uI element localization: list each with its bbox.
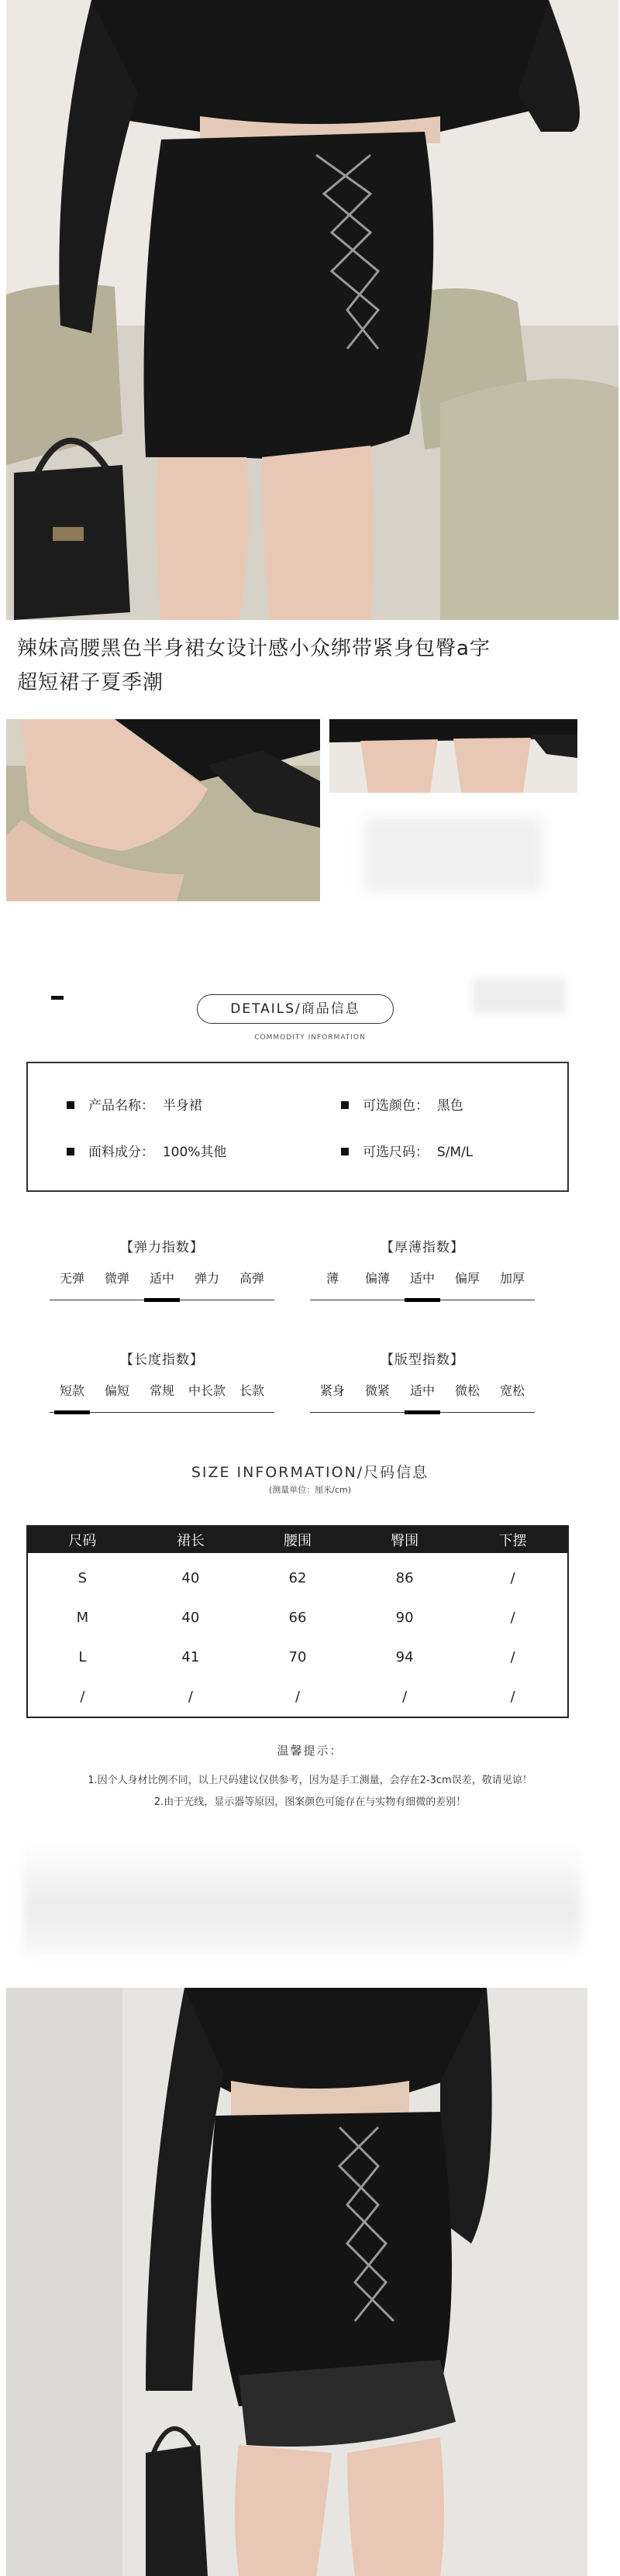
index-scale-thickness [310, 1269, 535, 1300]
product-title-line2: 超短裙子夏季潮 [17, 671, 164, 694]
info-item-fabric: 面料成分： 100%其他 [67, 1141, 226, 1160]
index-selected-marker [405, 1410, 440, 1414]
index-selected-marker [405, 1298, 440, 1302]
index-option: 微松 [454, 1383, 480, 1398]
table-row [27, 1598, 568, 1638]
table-cell: 41 [181, 1649, 200, 1665]
header-hem: 下摆 [458, 1526, 568, 1553]
size-table-header [27, 1526, 568, 1553]
table-cell: M [76, 1610, 89, 1626]
table-cell: 40 [181, 1610, 200, 1626]
index-option: 薄 [326, 1271, 339, 1286]
index-option: 紧身 [319, 1383, 345, 1398]
index-option: 无弹 [59, 1271, 84, 1286]
product-title [17, 632, 606, 700]
bottom-product-photo [6, 1988, 587, 2576]
index-option: 偏厚 [454, 1271, 480, 1286]
detail-photo-right [329, 719, 577, 793]
index-option: 适中 [409, 1271, 435, 1286]
index-option: 长款 [239, 1383, 264, 1398]
index-title-fit: 【版型指数】 [381, 1352, 464, 1368]
index-scale-length [50, 1381, 274, 1413]
index-scale-fit [310, 1381, 535, 1413]
table-row [27, 1677, 568, 1717]
index-option: 微紧 [364, 1383, 390, 1398]
index-option: 中长款 [188, 1383, 226, 1398]
size-info-title: SIZE INFORMATION/尺码信息 [191, 1464, 429, 1481]
table-cell: / [80, 1689, 85, 1705]
index-option: 宽松 [499, 1383, 525, 1398]
header-waist: 腰围 [244, 1526, 351, 1553]
blurred-area [473, 978, 566, 1013]
table-cell: / [188, 1689, 193, 1705]
index-option: 偏薄 [364, 1271, 390, 1286]
table-cell: 62 [288, 1570, 307, 1586]
index-option: 常规 [149, 1383, 174, 1398]
index-option: 短款 [59, 1383, 84, 1398]
info-item-size: 可选尺码： S/M/L [341, 1141, 473, 1160]
product-title-line1: 辣妹高腰黑色半身裙女设计感小众绑带紧身包臀a字 [17, 637, 491, 660]
tips-title: 温馨提示： [277, 1744, 343, 1758]
product-info-box [26, 1062, 569, 1192]
index-option: 适中 [149, 1271, 174, 1286]
table-cell: 86 [395, 1570, 414, 1586]
table-cell: 70 [288, 1649, 307, 1665]
details-heading: DETAILS/商品信息 [197, 994, 394, 1024]
index-scale-elasticity [50, 1269, 274, 1300]
table-row [27, 1553, 568, 1598]
hero-product-photo [6, 0, 618, 620]
table-cell: / [510, 1570, 515, 1586]
header-length: 裙长 [137, 1526, 244, 1553]
table-cell: / [510, 1689, 515, 1705]
size-table [26, 1525, 569, 1718]
table-cell: L [78, 1649, 87, 1665]
square-bullet-icon [341, 1101, 349, 1109]
square-bullet-icon [67, 1101, 74, 1109]
table-cell: / [510, 1649, 515, 1665]
dash-decoration [51, 996, 64, 1000]
table-cell: 94 [395, 1649, 414, 1665]
detail-photo-left [6, 719, 320, 901]
square-bullet-icon [67, 1148, 74, 1155]
index-option: 弹力 [194, 1271, 219, 1286]
index-option: 高弹 [239, 1271, 264, 1286]
table-cell: S [78, 1570, 88, 1586]
index-selected-marker [144, 1298, 180, 1302]
index-title-length: 【长度指数】 [120, 1352, 204, 1368]
table-cell: 90 [395, 1610, 414, 1626]
header-size: 尺码 [27, 1526, 137, 1553]
index-option: 加厚 [499, 1271, 525, 1286]
size-unit-note: (测量单位：厘米/cm) [268, 1485, 352, 1495]
blurred-area [364, 818, 542, 891]
info-item-name: 产品名称： 半身裙 [67, 1094, 202, 1114]
index-selected-marker [54, 1410, 90, 1414]
index-title-elasticity: 【弹力指数】 [120, 1240, 204, 1255]
table-cell: 40 [181, 1570, 200, 1586]
table-cell: 66 [288, 1610, 307, 1626]
table-cell: / [294, 1689, 301, 1705]
table-cell: / [402, 1689, 408, 1705]
index-option: 适中 [409, 1383, 435, 1398]
table-cell: / [510, 1610, 515, 1626]
details-subheading: COMMODITY INFORMATION [254, 1034, 366, 1042]
table-row [27, 1638, 568, 1677]
index-title-thickness: 【厚薄指数】 [381, 1240, 464, 1255]
header-hip: 臀围 [351, 1526, 458, 1553]
blurred-area [23, 1844, 581, 1953]
index-option: 偏短 [104, 1383, 129, 1398]
tips-line-2: 2.由于光线，显示器等原因，图案颜色可能存在与实物有细微的差别！ [153, 1796, 467, 1808]
square-bullet-icon [341, 1148, 349, 1155]
index-option: 微弹 [104, 1271, 129, 1286]
tips-line-1: 1.因个人身材比例不同，以上尺码建议仅供参考，因为是手工测量，会存在2-3cm误差，敬请见谅！ [88, 1775, 532, 1786]
info-item-color: 可选颜色： 黑色 [341, 1094, 463, 1114]
